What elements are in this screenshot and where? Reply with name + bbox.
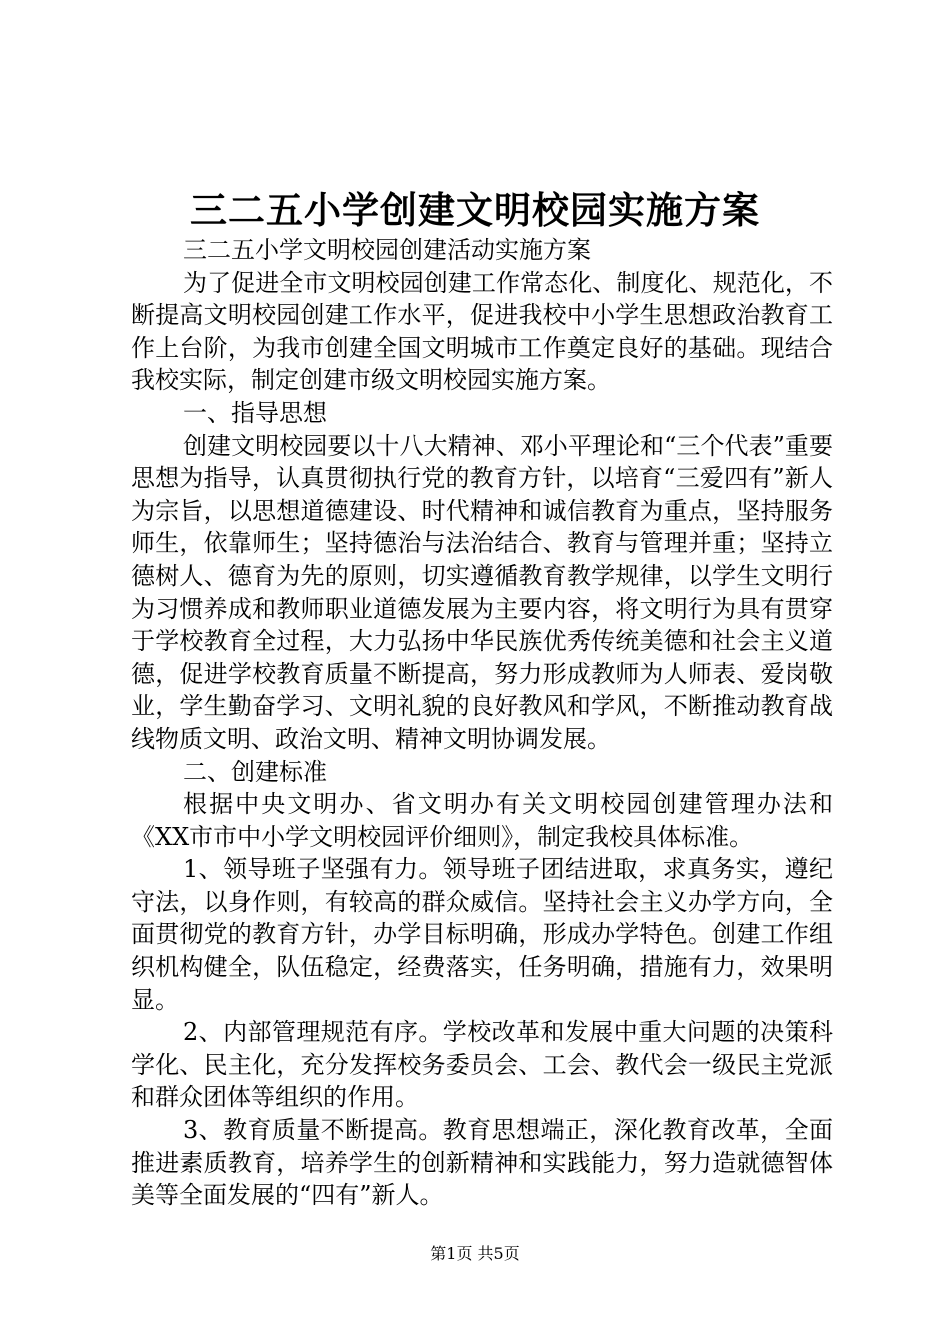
document-body [131, 234, 833, 1212]
standard-item-2: 2、内部管理规范有序。学校改革和发展中重大问题的决策科学化、民主化，充分发挥校务委员会、工会、教代会一级民主党派和群众团体等组织的作用。 [131, 1018, 833, 1112]
section-heading-guiding-ideology: 一、指导思想 [183, 398, 327, 427]
standard-item-1: 1、领导班子坚强有力。领导班子团结进取，求真务实，遵纪守法，以身作则，有较高的群众威信。坚持社会主义办学方向，全面贯彻党的教育方针，办学目标明确，形成办学特色。创建工作组织机构健全，队伍稳定，经费落实，任务明确，措施有力，效果明显。 [131, 855, 833, 1014]
guiding-ideology-paragraph: 创建文明校园要以十八大精神、邓小平理论和“三个代表”重要思想为指导，认真贯彻执行党的教育方针，以培育“三爱四有”新人为宗旨，以思想道德建设、时代精神和诚信教育为重点，坚持服务师生，依靠师生；坚持德治与法治结合、教育与管理并重；坚持立德树人、德育为先的原则，切实遵循教育教学规律，以学生文明行为习惯养成和教师职业道德发展为主要内容，将文明行为具有贯穿于学校教育全过程，大力弘扬中华民族优秀传统美德和社会主义道德，促进学校教育质量不断提高，努力形成教师为人师表、爱岗敬业，学生勤奋学习、文明礼貌的良好教风和学风，不断推动教育战线物质文明、政治文明、精神文明协调发展。 [131, 431, 833, 753]
section-heading-standards: 二、创建标准 [183, 757, 327, 786]
standard-item-3: 3、教育质量不断提高。教育思想端正，深化教育改革，全面推进素质教育，培养学生的创新精神和实践能力，努力造就德智体美等全面发展的“四有”新人。 [131, 1116, 833, 1210]
intro-paragraph: 为了促进全市文明校园创建工作常态化、制度化、规范化，不断提高文明校园创建工作水平，促进我校中小学生思想政治教育工作上台阶，为我市创建全国文明城市工作奠定良好的基础。现结合我校实际，制定创建市级文明校园实施方案。 [131, 268, 833, 395]
subtitle-paragraph: 三二五小学文明校园创建活动实施方案 [183, 236, 591, 264]
page-number-footer: 第1页 共5页 [430, 1244, 520, 1263]
standards-intro-paragraph: 根据中央文明办、省文明办有关文明校园创建管理办法和《XX市市中小学文明校园评价细则》，制定我校具体标准。 [131, 790, 833, 851]
document-title: 三二五小学创建文明校园实施方案 [190, 188, 760, 232]
